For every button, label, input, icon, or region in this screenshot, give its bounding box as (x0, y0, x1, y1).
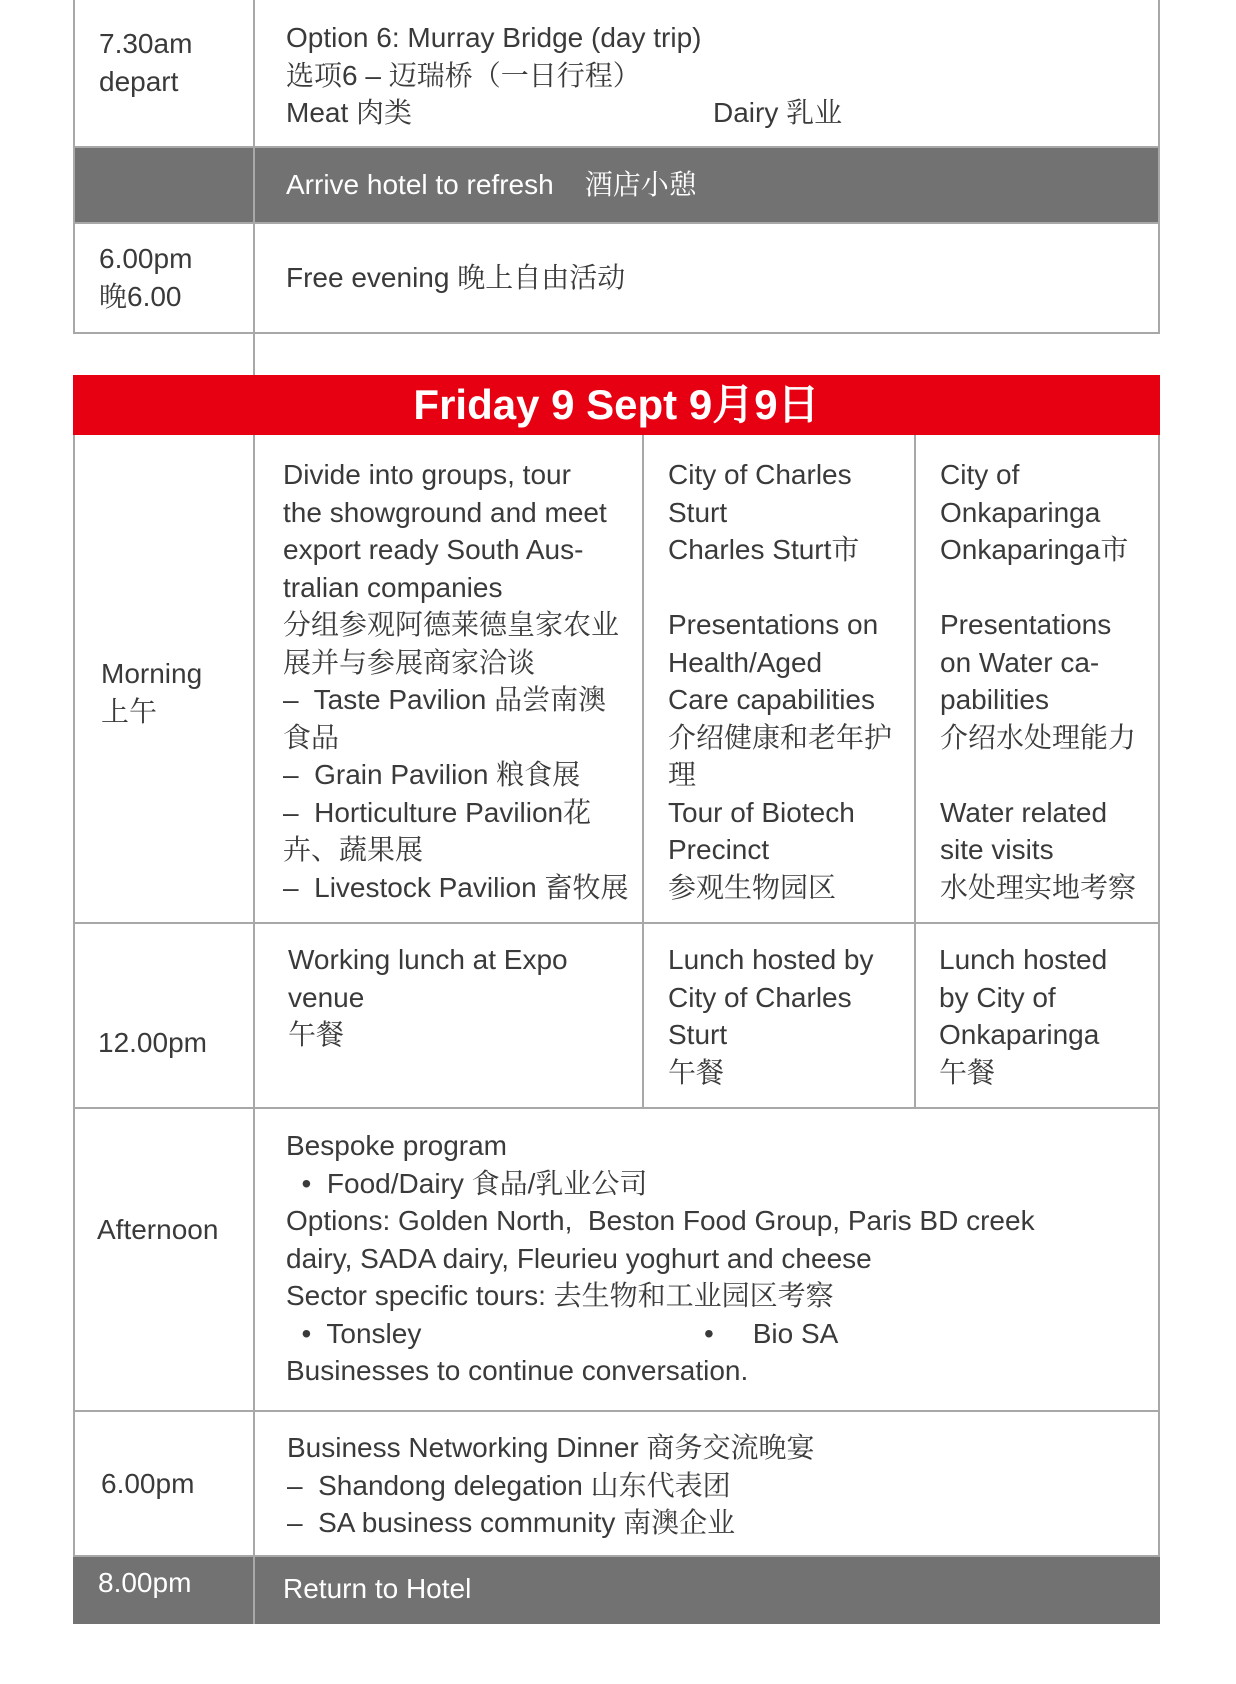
time-line: 12.00pm (98, 1027, 207, 1058)
cell-line: pabilities (940, 684, 1049, 715)
time-line: Morning (101, 658, 203, 689)
grid-line (73, 1555, 1160, 1557)
cell-line: City of Charles (668, 459, 852, 490)
cell-line: City of Charles (668, 981, 852, 1013)
cell-line: – Taste Pavilion 品尝南澳 (283, 684, 607, 715)
cell-line: Business Networking Dinner 商务交流晚宴 (287, 1432, 815, 1463)
return-row-bar (73, 1557, 1160, 1624)
cell-line: dairy, SADA dairy, Fleurieu yoghurt and cheese (286, 1242, 872, 1274)
schedule-table (73, 0, 1160, 1624)
grid-line (1158, 0, 1160, 333)
grid-line (1158, 435, 1160, 1557)
cell-line: Lunch hosted (939, 944, 1108, 975)
cell-line: – Livestock Pavilion 畜牧展 (283, 871, 629, 903)
cell-line: Divide into groups, tour (283, 459, 571, 490)
grid-line (73, 1410, 1160, 1412)
cell-line: on Water ca- (940, 646, 1100, 678)
cell-line: export ready South Aus- (283, 534, 584, 565)
cell-line: Water related (940, 796, 1108, 828)
cell-line: 参观生物园区 (668, 871, 837, 903)
cell-line: 理 (668, 759, 697, 790)
cell-line: Businesses to continue conversation. (286, 1355, 749, 1386)
cell-line: – Horticulture Pavilion花 (283, 796, 592, 828)
cell-line: Presentations (940, 609, 1112, 640)
cell-line: venue (288, 981, 365, 1013)
day-title: Friday 9 Sept 9月9日 (413, 381, 820, 428)
cell-line: City of (940, 459, 1020, 490)
cell-line: 展并与参展商家洽谈 (283, 646, 536, 678)
refresh-text: Arrive hotel to refresh 酒店小憩 (286, 169, 697, 200)
cell-line: Charles Sturt市 (668, 534, 860, 565)
option-title-cn: 选项6 – 迈瑞桥（一日行程） (286, 59, 641, 91)
dairy-label: Dairy 乳业 (713, 97, 843, 128)
cell-line: Onkaparinga市 (940, 534, 1129, 565)
cell-line: 食品 (283, 721, 340, 753)
grid-line (73, 146, 1160, 148)
cell-line: • Food/Dairy 食品/乳业公司 (286, 1167, 648, 1199)
cell-line: 卉、蔬果展 (283, 834, 424, 865)
bullet-bio-sa: • Bio SA (704, 1317, 839, 1349)
cell-line: Health/Aged (668, 646, 823, 678)
cell-line: Onkaparinga (939, 1019, 1100, 1050)
cell-line: tralian companies (283, 571, 503, 603)
cell-line: 分组参观阿德莱德皇家农业 (283, 609, 620, 640)
grid-line (73, 922, 1160, 924)
time-line: Afternoon (97, 1214, 219, 1245)
cell-line: Precinct (668, 834, 770, 865)
evening-text: Free evening 晚上自由活动 (286, 262, 626, 293)
grid-line (73, 222, 1160, 224)
cell-line: Sturt (668, 496, 728, 528)
cell-line: 介绍水处理能力 (940, 721, 1137, 753)
bullet-tonsley: • Tonsley (286, 1317, 422, 1349)
time-line: 8.00pm (98, 1567, 192, 1598)
cell-line: site visits (940, 834, 1054, 865)
cell-line: 午餐 (939, 1056, 996, 1088)
cell-line: Tour of Biotech (668, 796, 855, 828)
time-line: 6.00pm (101, 1468, 195, 1499)
time-line: depart (99, 65, 179, 97)
time-line: 7.30am (99, 28, 193, 59)
time-line: 6.00pm (99, 243, 193, 274)
cell-line: – SA business community 南澳企业 (287, 1507, 736, 1538)
grid-line (642, 435, 644, 1109)
cell-line: – Shandong delegation 山东代表团 (287, 1469, 731, 1501)
meat-label: Meat 肉类 (286, 97, 413, 128)
cell-line: Onkaparinga (940, 496, 1101, 528)
cell-line: Lunch hosted by (668, 944, 874, 975)
grid-line (914, 435, 916, 1109)
return-text: Return to Hotel (283, 1573, 472, 1604)
time-line: 晚6.00 (99, 280, 182, 312)
cell-line: Presentations on (668, 609, 879, 640)
grid-line (253, 435, 255, 1624)
option-title: Option 6: Murray Bridge (day trip) (286, 22, 702, 53)
cell-line: the showground and meet (283, 496, 607, 528)
time-line: 上午 (101, 695, 158, 727)
grid-line (253, 0, 255, 375)
cell-line: Care capabilities (668, 684, 875, 715)
grid-line (73, 1107, 1160, 1109)
cell-line: Sector specific tours: 去生物和工业园区考察 (286, 1280, 834, 1311)
grid-line (73, 435, 75, 1557)
cell-line: by City of (939, 981, 1056, 1013)
cell-line: 午餐 (288, 1019, 345, 1050)
grid-line (73, 0, 75, 333)
cell-line: 水处理实地考察 (940, 871, 1137, 903)
cell-line: Options: Golden North, Beston Food Group, Paris BD creek (286, 1205, 1035, 1236)
cell-line: Sturt (668, 1019, 728, 1050)
grid-line (73, 332, 1160, 334)
cell-line: 介绍健康和老年护 (668, 721, 893, 753)
cell-line: 午餐 (668, 1056, 725, 1088)
cell-line: Bespoke program (286, 1130, 508, 1161)
cell-line: Working lunch at Expo (288, 944, 568, 975)
cell-line: – Grain Pavilion 粮食展 (283, 759, 581, 790)
